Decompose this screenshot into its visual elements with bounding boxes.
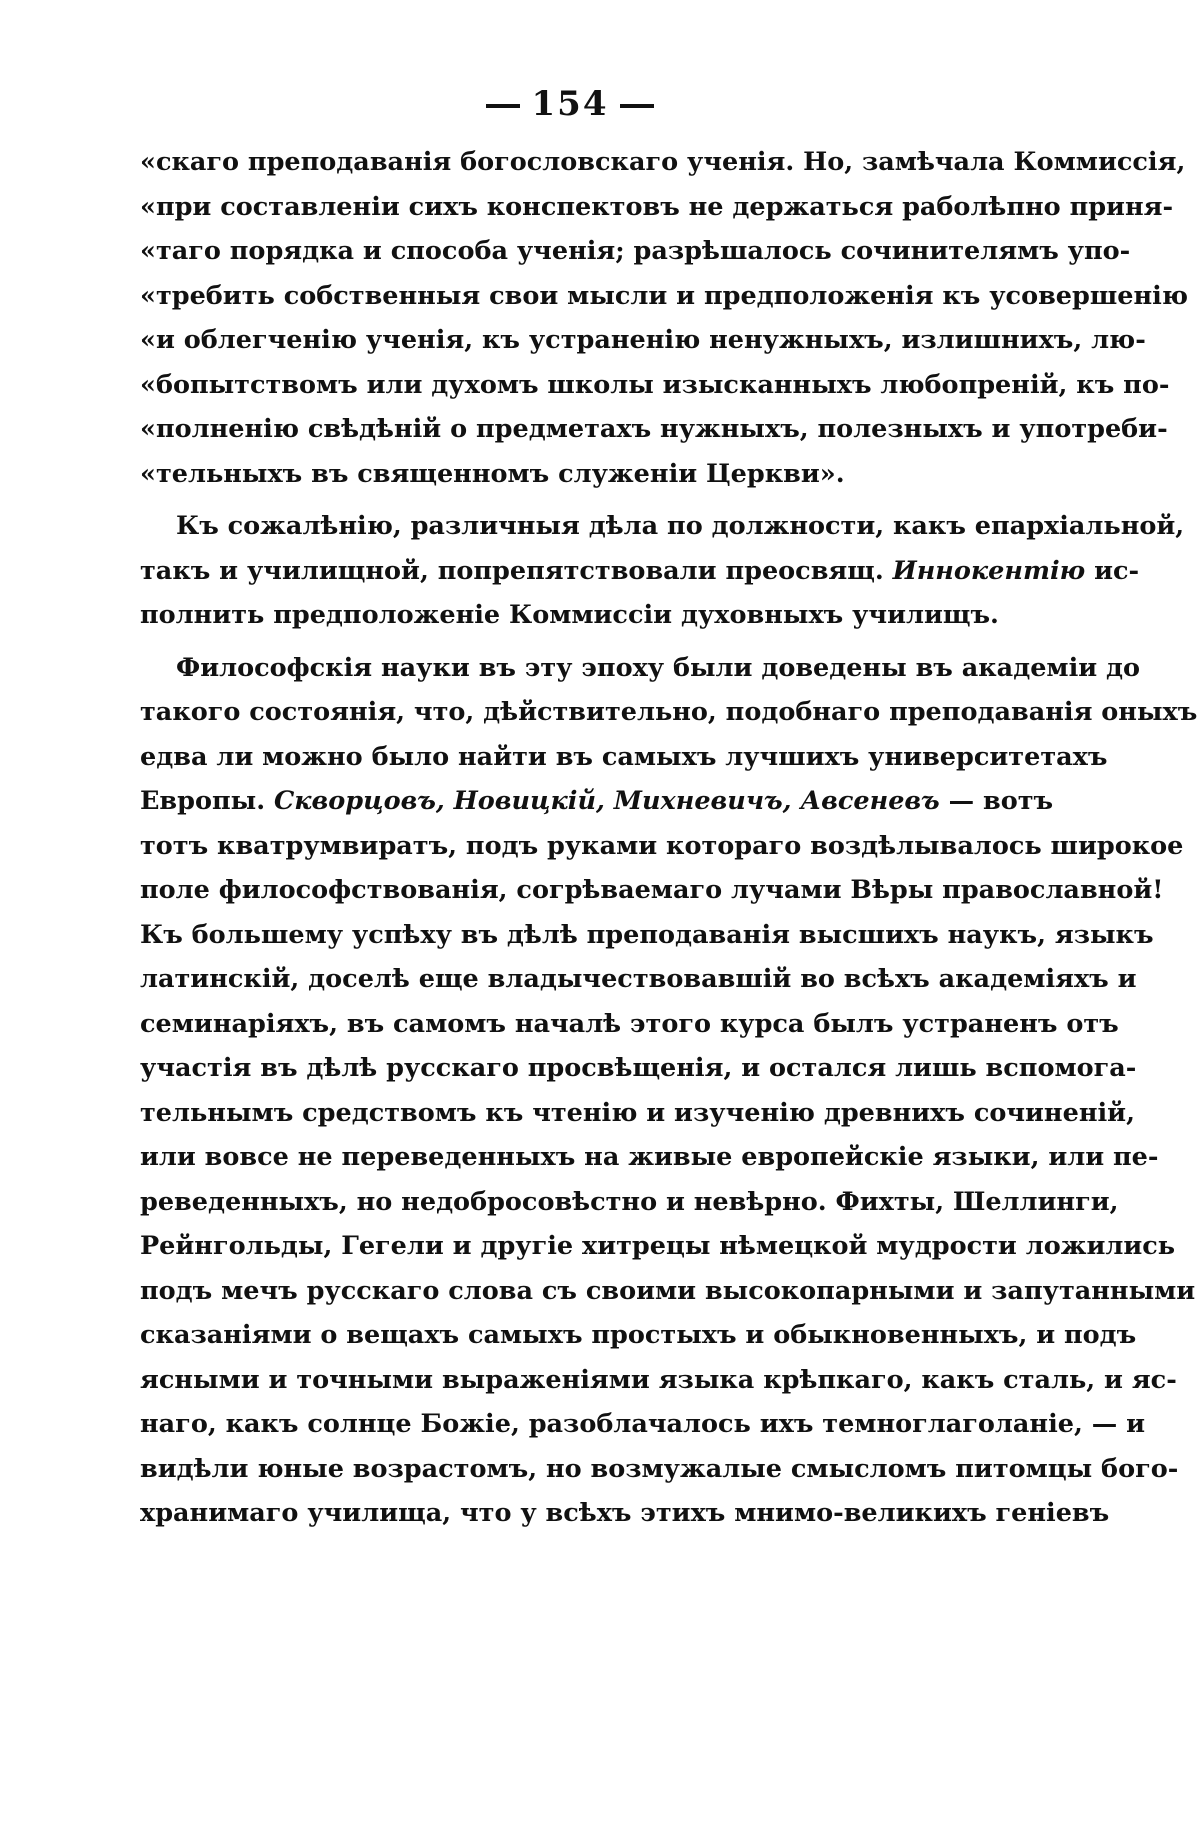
- text-span: «при составленіи сихъ конспектовъ не держаться раболѣпно приня-: [140, 191, 1174, 222]
- text-span: Къ большему успѣху въ дѣлѣ преподаванія высшихъ наукъ, языкъ: [140, 919, 1154, 950]
- paragraph: [140, 140, 1188, 496]
- text-span: «скаго преподаванія богословскаго ученія. Но, замѣчала Коммиссія,: [140, 147, 1186, 177]
- text-line: [140, 824, 1184, 869]
- paragraph: [140, 646, 1197, 1536]
- text-line: [140, 318, 1146, 363]
- body-text: [140, 140, 1197, 1544]
- text-span: или вовсе не переведенныхъ на живые европейскіе языки, или пе-: [140, 1142, 1159, 1172]
- text-span: участія въ дѣлѣ русскаго просвѣщенія, и остался лишь вспомога-: [140, 1053, 1137, 1083]
- text-line: [140, 1269, 1196, 1314]
- text-line: [140, 1180, 1119, 1225]
- text-span: ис-: [1085, 555, 1140, 586]
- text-span: реведенныхъ, но недобросовѣстно и невѣрно. Фихты, Шеллинги,: [140, 1186, 1119, 1217]
- text-span: такъ и училищной, попрепятствовали преосвящ.: [140, 555, 893, 586]
- italic-name: Скворцовъ, Новицкій, Михневичъ, Авсеневъ: [273, 786, 940, 816]
- text-span: тотъ кватрумвиратъ, подъ руками котораго воздѣлывалось широкое: [140, 830, 1184, 861]
- text-span: поле философствованія, согрѣваемаго лучами Вѣры православной!: [140, 875, 1164, 905]
- text-span: «требить собственныя свои мысли и предположенія къ усовершенію: [140, 280, 1188, 311]
- text-line: [140, 1002, 1119, 1047]
- text-line: [140, 1402, 1146, 1447]
- text-line: [140, 1447, 1179, 1492]
- text-span: «бопытствомъ или духомъ школы изысканныхъ любопреній, къ по-: [140, 369, 1170, 400]
- page-number-header: [0, 84, 1140, 124]
- text-line: [140, 407, 1168, 452]
- text-span: полнить предположеніе Коммиссіи духовныхъ училищъ.: [140, 600, 999, 630]
- text-line: [140, 690, 1197, 735]
- text-span: тельнымъ средствомъ къ чтенію и изученію древнихъ сочиненій,: [140, 1097, 1135, 1128]
- text-line: [140, 1135, 1159, 1180]
- dash-right: [620, 104, 654, 108]
- text-span: хранимаго училища, что у всѣхъ этихъ мнимо-великихъ геніевъ: [140, 1498, 1110, 1528]
- text-span: едва ли можно было найти въ самыхъ лучшихъ университетахъ: [140, 741, 1108, 772]
- text-line: [140, 140, 1186, 185]
- text-line: [140, 868, 1164, 913]
- text-span: Философскія науки въ эту эпоху были доведены въ академіи до: [176, 652, 1141, 683]
- dash-left: [486, 104, 520, 108]
- text-line: [140, 957, 1137, 1002]
- text-span: — вотъ: [939, 786, 1054, 816]
- text-span: Европы.: [140, 786, 274, 816]
- page-number: 154: [531, 84, 609, 124]
- text-span: семинаріяхъ, въ самомъ началѣ этого курса былъ устраненъ отъ: [140, 1008, 1119, 1039]
- text-span: «и облегченію ученія, къ устраненію ненужныхъ, излишнихъ, лю-: [140, 325, 1146, 355]
- paragraph: [140, 504, 1185, 638]
- text-line: [140, 1313, 1137, 1358]
- text-span: латинскій, доселѣ еще владычествовавшій во всѣхъ академіяхъ и: [140, 964, 1137, 994]
- text-line: [140, 363, 1170, 408]
- text-span: ясными и точными выраженіями языка крѣпкаго, какъ сталь, и яс-: [140, 1364, 1177, 1395]
- text-line: [140, 1091, 1135, 1136]
- text-line: [140, 735, 1108, 780]
- text-span: подъ мечъ русскаго слова съ своими высокопарными и запутанными: [140, 1275, 1196, 1306]
- text-span: такого состоянія, что, дѣйствительно, подобнаго преподаванія оныхъ: [140, 697, 1197, 727]
- text-line: [140, 185, 1174, 230]
- text-span: «таго порядка и способа ученія; разрѣшалось сочинителямъ упо-: [140, 236, 1131, 266]
- text-line: [140, 452, 1045, 497]
- text-span: сказаніями о вещахъ самыхъ простыхъ и обыкновенныхъ, и подъ: [140, 1320, 1137, 1350]
- text-line: [140, 549, 1140, 594]
- text-line: [140, 593, 1045, 638]
- text-line: [140, 779, 1054, 824]
- text-line: [140, 913, 1154, 958]
- text-span: наго, какъ солнце Божіе, разоблачалось ихъ темноглаголаніе, — и: [140, 1409, 1146, 1439]
- text-span: «полненію свѣдѣній о предметахъ нужныхъ, полезныхъ и употреби-: [140, 414, 1168, 444]
- text-line: [140, 1491, 1110, 1536]
- text-span: «тельныхъ въ священномъ служеніи Церкви».: [140, 458, 845, 489]
- text-line: [140, 229, 1131, 274]
- text-span: Къ сожалѣнію, различныя дѣла по должности, какъ епархіальной,: [176, 511, 1185, 541]
- text-span: Рейнгольды, Гегели и другіе хитрецы нѣмецкой мудрости ложились: [140, 1231, 1176, 1261]
- italic-name: Иннокентію: [892, 555, 1086, 586]
- text-line: [140, 646, 1141, 691]
- text-line: [140, 1046, 1137, 1091]
- text-span: видѣли юные возрастомъ, но возмужалые смысломъ питомцы бого-: [140, 1453, 1179, 1484]
- text-line: [140, 1358, 1177, 1403]
- text-line: [140, 504, 1185, 549]
- text-line: [140, 1224, 1176, 1269]
- text-line: [140, 274, 1188, 319]
